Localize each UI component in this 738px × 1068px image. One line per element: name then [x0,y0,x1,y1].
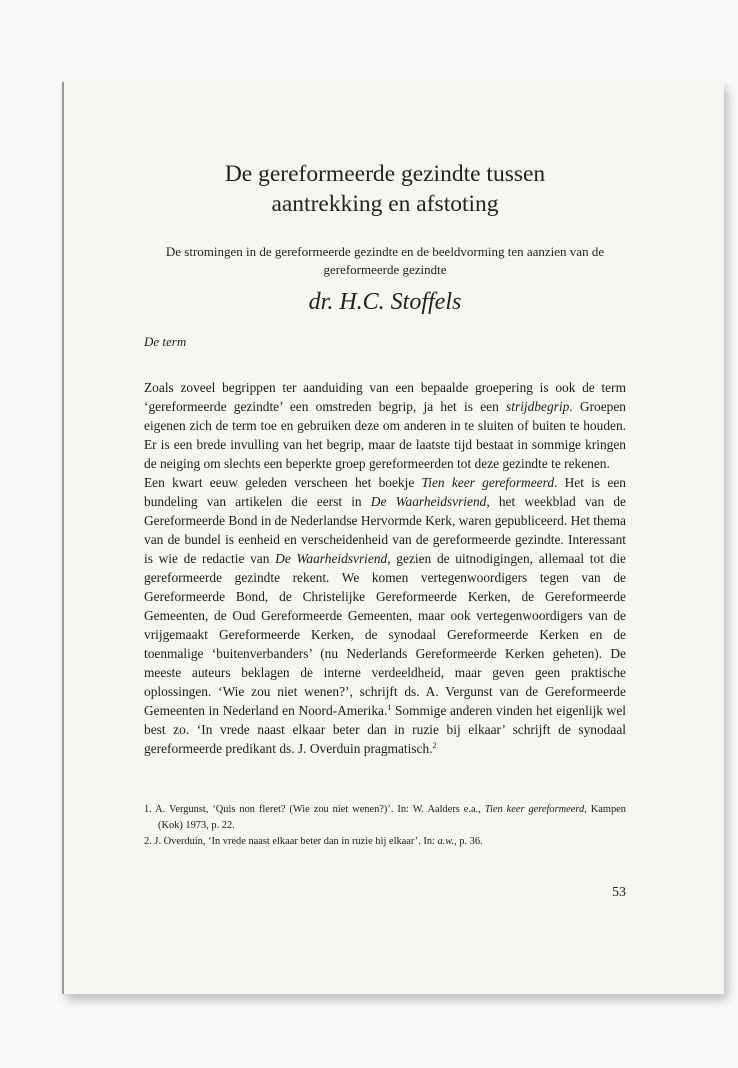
periodical-reference: De Waarheidsvriend, [370,494,490,509]
emphasis-strijdbegrip: strijdbegrip [506,399,570,414]
author-name: dr. H.C. Stoffels [308,289,462,315]
footnote-marker-1: 1 [387,703,392,712]
footnote-2: 2. J. Overduin, ‘In vrede naast elkaar beter dan in ruzie bij elkaar’. In: a.w., p. 36. [144,836,483,847]
footnote-marker-2: 2 [432,741,437,750]
section-heading: De term [144,334,187,349]
periodical-reference: De Waarheidsvriend, [275,551,391,566]
page-content [144,159,626,850]
paragraph-1: Zoals zoveel begrippen ter aanduiding van een bepaalde groepering is ook de term ‘gereformeerde gezindte’ een omstreden begrip, ja het is een strijdbegrip. Groepen eigenen zich de term toe en gebruiken deze om anderen in te sluiten of buiten te houden. Er is een brede invulling van het begrip, maar de laatste tijd bestaat in sommige kringen de neiging om slechts een beperkte groep gereformeerden tot deze gezindte te rekenen. [144,380,626,471]
chapter-title-line2: aantrekking en afstoting [271,191,499,217]
page-number: 53 [612,885,626,900]
footnotes [144,802,626,850]
chapter-title [144,159,626,219]
book-title-reference: Tien keer gereformeerd [421,475,555,490]
book-page [62,82,724,994]
body-text [144,378,626,758]
chapter-title-line1: De gereformeerde gezindte tussen [224,161,546,187]
chapter-subtitle: De stromingen in de gereformeerde gezindte en de beeldvorming ten aanzien van de gereformeerde gezindte [165,244,605,277]
paragraph-2: Een kwart eeuw geleden verscheen het boekje Tien keer gereformeerd. Het is een bundeling van artikelen die eerst in De Waarheidsvriend, het weekblad van de Gereformeerde Bond in de Nederlandse Hervormde Kerk, waren gepubliceerd. Het thema van de bundel is eenheid en verscheidenheid van de gereformeerde gezindte. Interessant is wie de redactie van De Waarheidsvriend, gezien de uitnodigingen, allemaal tot die gereformeerde gezindte rekent. We komen vertegenwoordigers tegen van de Gereformeerde Bond, de Christelijke Gereformeerde Kerken, de Gereformeerde Gemeenten, de Oud Gereformeerde Gemeenten, maar ook vertegenwoordigers van de vrijgemaakt Gereformeerde Kerken, de synodaal Gereformeerde Kerken en de toenmalige ‘buitenverbanders’ (nu Nederlands Gereformeerde Kerken geheten). De meeste auteurs beklagen de interne verdeeldheid, maar geven geen praktische oplossingen. ‘Wie zou niet wenen?’, schrijft ds. A. Vergunst van de Gereformeerde Gemeenten in Nederland en Noord-Amerika.$^1$ Sommige anderen vinden het eigenlijk wel best zo. ‘In vrede naast elkaar beter dan in ruzie bij elkaar’ schrijft de synodaal gereformeerde predikant ds. J. Overduin pragmatisch.$^2$ [144,475,626,756]
footnote-1: 1. A. Vergunst, ‘Quis non fleret? (Wie zou niet wenen?)’. In: W. Aalders e.a., Tien keer gereformeerd, Kampen (Kok) 1973, p. 22. [144,804,626,831]
